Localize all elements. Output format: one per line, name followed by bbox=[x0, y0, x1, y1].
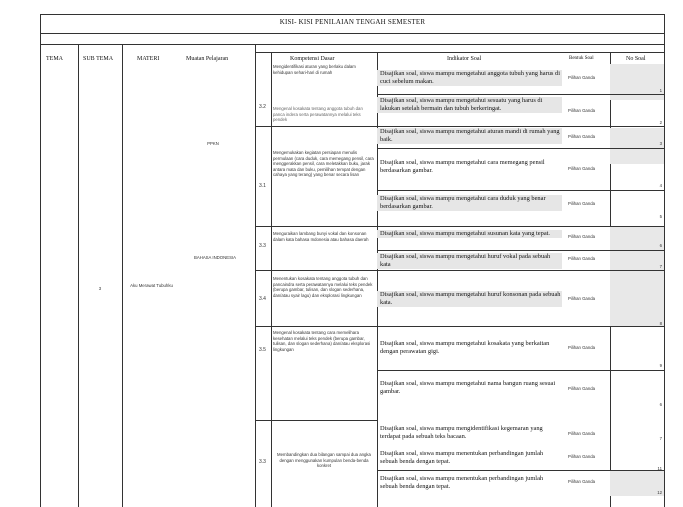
kd-divider bbox=[255, 126, 377, 127]
no-soal: 1 bbox=[659, 88, 662, 93]
subtema-value: 3 bbox=[98, 286, 102, 291]
row-divider bbox=[377, 326, 665, 327]
kd-text: Mengenal kosakata tentang anggota tubuh dan panca indera serta perawatannya melalui teks pendek bbox=[273, 106, 363, 123]
kd-number: 3.4 bbox=[259, 296, 266, 302]
muatan-bahasa-indonesia: BAHASA INDONESIA bbox=[193, 255, 237, 260]
kd-divider bbox=[255, 326, 377, 327]
bentuk-soal: Pilihan Ganda bbox=[568, 386, 595, 391]
header-sub-divider bbox=[255, 52, 665, 53]
no-soal: 5 bbox=[659, 214, 662, 219]
indikator-text: Disajikan soal, siswa mampu mengetahui kosakata yang berkaitan dengan perawatan gigi. bbox=[380, 340, 550, 355]
kd-divider bbox=[255, 270, 377, 271]
no-soal: 7 bbox=[659, 436, 662, 441]
kd-text: Menentukan kosakata tentang anggota tubuh dan pancaindra serta perawatannya melalui teks pendek (berupa gambar, tulisan, dan slogan sederhana, dan/atau syair lagu) dan eksplorasi lingkungan bbox=[273, 276, 373, 298]
header-kd: Kompetensi Dasar bbox=[290, 56, 335, 62]
col-divider-muatan bbox=[255, 44, 256, 507]
no-soal-shade bbox=[610, 270, 664, 326]
col-divider-kdnum bbox=[271, 52, 272, 507]
no-soal: 6 bbox=[659, 402, 662, 407]
indikator-text: Disajikan soal, siswa mampu mengetahui aturan mandi di rumah yang baik. bbox=[377, 128, 562, 144]
bentuk-soal: Pilihan Ganda bbox=[568, 134, 595, 139]
kd-divider bbox=[255, 420, 377, 421]
document-title: KISI- KISI PENILAIAN TENGAH SEMESTER bbox=[279, 18, 426, 26]
col-divider-tema bbox=[78, 44, 79, 507]
bentuk-soal: Pilihan Ganda bbox=[568, 454, 595, 459]
indikator-text: Disajikan soal, siswa mampu mengetahui anggota tubuh yang harus di cuci sebelum makan. bbox=[377, 70, 562, 86]
row-divider bbox=[377, 94, 665, 95]
indikator-text: Disajikan soal, siswa mampu mengetahui sesuatu yang harus di lakukan setelah bermain dan tubuh berkeringat. bbox=[377, 97, 562, 113]
kd-text: Mengidentifikasi aturan yang berlaku dalam kehidupan sehari-hari di rumah bbox=[273, 64, 356, 75]
kd-text: Mengemukakan kegiatan persiapan menulis permulaan (cara duduk, cara memegang pensil, cara menggerakkan pensil, cara meletakkan buku, jarak antara mata dan buku, pemilihan tempat dengan cahaya yang terang) yang benar secara lisan bbox=[273, 150, 374, 178]
bentuk-soal: Pilihan Ganda bbox=[568, 479, 595, 484]
header-indikator: Indikator Soal bbox=[447, 56, 482, 62]
header-top-divider bbox=[40, 44, 665, 45]
kd-number: 3.1 bbox=[259, 183, 266, 189]
bentuk-soal: Pilihan Ganda bbox=[568, 201, 595, 206]
indikator-text: Disajikan soal, siswa mampu menentukan perbandingan jumlah sebuah benda dengan tepat. bbox=[380, 475, 544, 490]
indikator-text: Disajikan soal, siswa mampu mengetahui huruf konsonan pada sebuah kata. bbox=[377, 291, 562, 307]
row-divider bbox=[377, 226, 665, 227]
row-divider bbox=[377, 148, 665, 149]
kd-text: Membandingkan dua bilangan sampai dua angka dengan menggunakan kumpulan benda-benda konkret bbox=[277, 452, 371, 469]
kd-text: Menguraikan lambang bunyi vokal dan konsonan dalam kata bahasa Indonesia atau bahasa daerah bbox=[273, 231, 369, 242]
materi-value: Aku Merawat Tubuhku bbox=[130, 283, 173, 288]
no-soal: 4 bbox=[659, 183, 662, 188]
no-soal: 8 bbox=[659, 321, 662, 326]
no-soal: 11 bbox=[657, 466, 662, 471]
no-soal: 12 bbox=[657, 490, 662, 495]
kd-number: 3.5 bbox=[259, 347, 266, 353]
kd-number: 3.3 bbox=[259, 243, 266, 249]
row-divider bbox=[377, 190, 665, 191]
no-soal: 7 bbox=[659, 264, 662, 269]
title-divider bbox=[40, 33, 665, 34]
row-divider bbox=[377, 270, 665, 271]
indikator-text: Disajikan soal, siswa mampu mengetahui cara memegang pensil berdasarkan gambar. bbox=[380, 159, 545, 174]
row-divider bbox=[377, 126, 665, 127]
row-divider bbox=[377, 370, 665, 371]
header-bentuk: Bentuk Soal bbox=[569, 56, 594, 61]
header-no: No Soal bbox=[626, 56, 646, 62]
indikator-text: Disajikan soal, siswa mampu mengetahui susunan kata yang tepat. bbox=[377, 230, 562, 238]
kd-number: 3.2 bbox=[259, 104, 266, 110]
indikator-text: Disajikan soal, siswa mampu mengetahui nama bangun ruang sesuai gambar. bbox=[380, 380, 556, 395]
kd-divider bbox=[255, 226, 377, 227]
header-materi: MATERI bbox=[137, 56, 160, 62]
bentuk-soal: Pilihan Ganda bbox=[568, 75, 595, 80]
no-soal: 2 bbox=[659, 120, 662, 125]
indikator-text: Disajikan soal, siswa mampu mengetahui cara duduk yang benar berdasarkan gambar. bbox=[377, 195, 562, 211]
indikator-text: Disajikan soal, siswa mampu menentukan perbandingan jumlah sebuah benda dengan tepat. bbox=[380, 450, 544, 465]
indikator-text: Disajikan soal, siswa mampu mengetahui huruf vokal pada sebuah kata bbox=[377, 253, 562, 269]
header-tema: TEMA bbox=[46, 56, 63, 62]
no-soal: 6 bbox=[659, 243, 662, 248]
no-soal-shade bbox=[610, 128, 664, 164]
kd-text: Mengenal kosakata tentang cara memelihara kesehatan melalui teks pendek (berupa gambar, tulisan, dan slogan sederhana) dan/atau eksplorasi lingkungan bbox=[273, 330, 371, 352]
indikator-text: Disajikan soal, siswa mampu mengidentifikasi kegemaran yang terdapat pada sebuah teks bacaan. bbox=[380, 425, 543, 440]
bentuk-soal: Pilihan Ganda bbox=[568, 345, 595, 350]
col-divider-subtema bbox=[122, 44, 123, 507]
bentuk-soal: Pilihan Ganda bbox=[568, 108, 595, 113]
muatan-ppkn: PPKN bbox=[207, 141, 219, 146]
bentuk-soal: Pilihan Ganda bbox=[568, 296, 595, 301]
bentuk-soal: Pilihan Ganda bbox=[568, 166, 595, 171]
kd-number: 3.3 bbox=[259, 459, 266, 465]
bentuk-soal: Pilihan Ganda bbox=[568, 234, 595, 239]
header-muatan: Muatan Pelajaran bbox=[186, 56, 229, 62]
bentuk-soal: Pilihan Ganda bbox=[568, 431, 595, 436]
no-soal: 9 bbox=[659, 363, 662, 368]
no-soal: 3 bbox=[659, 141, 662, 146]
bentuk-soal: Pilihan Ganda bbox=[568, 256, 595, 261]
row-divider bbox=[377, 250, 665, 251]
header-subtema: SUB TEMA bbox=[83, 56, 114, 62]
